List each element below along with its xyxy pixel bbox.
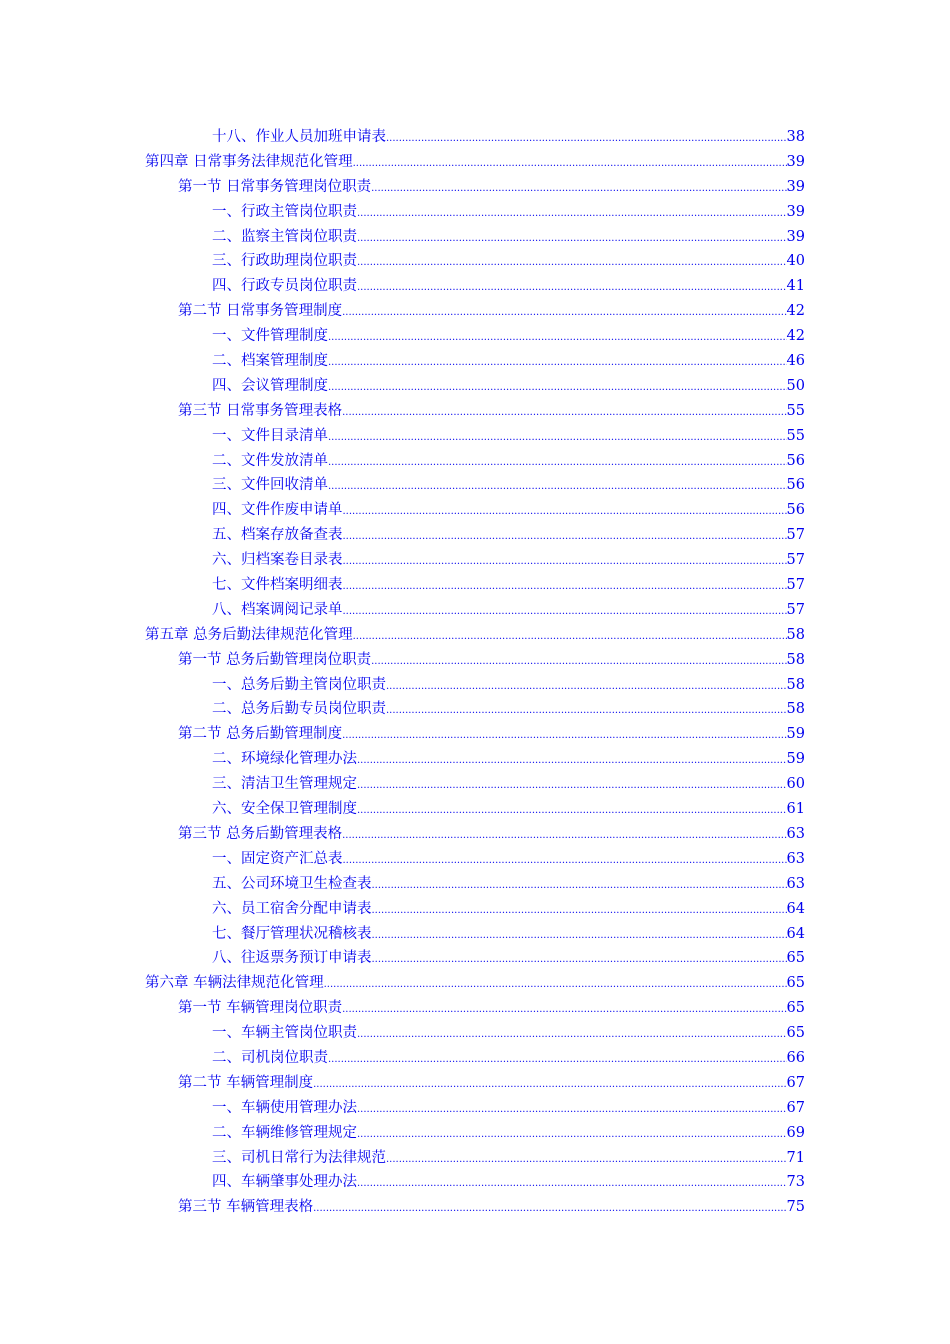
- toc-entry-link[interactable]: [0, 747, 950, 772]
- toc-dot-leader: [328, 426, 787, 451]
- toc-entry-label: 五、档案存放备查表: [212, 527, 343, 544]
- toc-page-number: 75: [786, 1199, 805, 1216]
- toc-dot-leader: [386, 699, 787, 724]
- toc-entry-label: 三、司机日常行为法律规范: [212, 1149, 386, 1166]
- toc-entry-link[interactable]: [0, 498, 950, 523]
- toc-entry-label: 一、固定资产汇总表: [212, 850, 343, 867]
- toc-page-number: 55: [786, 402, 805, 419]
- toc-entry-link[interactable]: [0, 996, 950, 1021]
- toc-entry-link[interactable]: [0, 1096, 950, 1121]
- toc-dot-leader: [357, 251, 787, 276]
- toc-entry-label: 一、行政主管岗位职责: [212, 203, 357, 220]
- toc-entry-label: 第四章 日常事务法律规范化管理: [145, 153, 353, 170]
- toc-entry-label: 第一节 日常事务管理岗位职责: [178, 178, 372, 195]
- toc-dot-leader: [342, 998, 786, 1023]
- toc-dot-leader: [324, 973, 787, 998]
- toc-dot-leader: [342, 824, 786, 849]
- toc-page-number: 57: [786, 577, 805, 594]
- toc-dot-leader: [371, 177, 786, 202]
- toc-entry-link[interactable]: [0, 772, 950, 797]
- toc-entry-label: 第三节 车辆管理表格: [178, 1199, 314, 1216]
- toc-dot-leader: [353, 152, 787, 177]
- toc-entry-label: 第二节 日常事务管理制度: [178, 303, 343, 320]
- toc-dot-leader: [357, 1098, 787, 1123]
- toc-entry-label: 二、车辆维修管理规定: [212, 1124, 357, 1141]
- toc-entry-link[interactable]: [0, 971, 950, 996]
- toc-page-number: 67: [786, 1074, 805, 1091]
- toc-entry-label: 三、文件回收清单: [212, 477, 328, 494]
- toc-entry-label: 六、归档案卷目录表: [212, 552, 343, 569]
- toc-dot-leader: [357, 276, 787, 301]
- toc-dot-leader: [328, 376, 787, 401]
- toc-entry-label: 第二节 总务后勤管理制度: [178, 726, 343, 743]
- toc-page-number: 40: [786, 253, 805, 270]
- toc-page-number: 57: [786, 527, 805, 544]
- toc-dot-leader: [357, 202, 787, 227]
- toc-page-number: 69: [786, 1124, 805, 1141]
- toc-entry-link[interactable]: [0, 200, 950, 225]
- toc-page-number: 39: [786, 203, 805, 220]
- toc-dot-leader: [357, 774, 787, 799]
- toc-entry-link[interactable]: [0, 274, 950, 299]
- toc-entry-link[interactable]: [0, 573, 950, 598]
- toc-entry-link[interactable]: [0, 722, 950, 747]
- toc-page-number: 56: [786, 502, 805, 519]
- toc-page-number: 39: [786, 153, 805, 170]
- toc-entry-label: 八、档案调阅记录单: [212, 601, 343, 618]
- toc-entry-link[interactable]: [0, 1071, 950, 1096]
- toc-page-number: 63: [786, 850, 805, 867]
- toc-page-number: 42: [786, 328, 805, 345]
- toc-dot-leader: [342, 724, 786, 749]
- toc-entry-label: 第六章 车辆法律规范化管理: [145, 975, 324, 992]
- toc-entry-label: 一、文件目录清单: [212, 427, 328, 444]
- toc-page-number: 73: [786, 1174, 805, 1191]
- toc-entry-label: 四、文件作废申请单: [212, 502, 343, 519]
- toc-entry-label: 第三节 日常事务管理表格: [178, 402, 343, 419]
- toc-entry-label: 三、行政助理岗位职责: [212, 253, 357, 270]
- toc-entry-label: 二、总务后勤专员岗位职责: [212, 701, 386, 718]
- toc-entry-label: 第一节 总务后勤管理岗位职责: [178, 651, 372, 668]
- toc-entry-link[interactable]: [0, 299, 950, 324]
- toc-dot-leader: [342, 401, 786, 426]
- toc-entry-link[interactable]: [0, 1170, 950, 1195]
- toc-page-number: 39: [786, 228, 805, 245]
- toc-page-number: 66: [786, 1049, 805, 1066]
- toc-dot-leader: [372, 874, 787, 899]
- toc-dot-leader: [371, 650, 786, 675]
- toc-page-number: 38: [786, 129, 805, 145]
- toc-page-number: 65: [786, 975, 805, 992]
- toc-entry-link[interactable]: [0, 1046, 950, 1071]
- toc-entry-label: 八、往返票务预订申请表: [212, 950, 372, 967]
- toc-dot-leader: [353, 625, 787, 650]
- toc-dot-leader: [372, 899, 787, 924]
- toc-entry-link[interactable]: [0, 697, 950, 722]
- toc-page-number: 50: [786, 377, 805, 394]
- toc-entry-link[interactable]: [0, 1021, 950, 1046]
- toc-dot-leader: [357, 799, 787, 824]
- toc-entry-link[interactable]: [0, 249, 950, 274]
- toc-dot-leader: [328, 351, 787, 376]
- toc-entry-label: 四、行政专员岗位职责: [212, 278, 357, 295]
- toc-page-number: 56: [786, 452, 805, 469]
- toc-entry-link[interactable]: [0, 125, 950, 150]
- toc-entry-label: 二、司机岗位职责: [212, 1049, 328, 1066]
- toc-entry-link[interactable]: [0, 897, 950, 922]
- toc-dot-leader: [386, 127, 787, 152]
- toc-entry-label: 第五章 总务后勤法律规范化管理: [145, 626, 353, 643]
- toc-entry-label: 六、员工宿舍分配申请表: [212, 900, 372, 917]
- toc-entry-link[interactable]: [0, 1195, 950, 1220]
- toc-entry-link[interactable]: [0, 349, 950, 374]
- toc-entry-label: 第三节 总务后勤管理表格: [178, 825, 343, 842]
- toc-entry-label: 二、环境绿化管理办法: [212, 751, 357, 768]
- toc-entry-label: 一、文件管理制度: [212, 328, 328, 345]
- toc-dot-leader: [343, 575, 787, 600]
- toc-page-number: 46: [786, 353, 805, 370]
- toc-page-number: 65: [786, 1025, 805, 1042]
- toc-page-number: 59: [786, 751, 805, 768]
- toc-entry-link[interactable]: [0, 1121, 950, 1146]
- toc-entry-label: 七、文件档案明细表: [212, 577, 343, 594]
- toc-dot-leader: [357, 749, 787, 774]
- toc-page-number: 65: [786, 950, 805, 967]
- toc-dot-leader: [357, 1172, 787, 1197]
- toc-dot-leader: [372, 924, 787, 949]
- toc-page-number: 64: [786, 925, 805, 942]
- toc-entry-link[interactable]: [0, 922, 950, 947]
- toc-entry-link[interactable]: [0, 548, 950, 573]
- toc-page-number: 42: [786, 303, 805, 320]
- toc-dot-leader: [343, 550, 787, 575]
- toc-entry-label: 四、车辆肇事处理办法: [212, 1174, 357, 1191]
- toc-dot-leader: [328, 1048, 787, 1073]
- toc-page-number: 64: [786, 900, 805, 917]
- toc-dot-leader: [343, 849, 787, 874]
- toc-page-number: 67: [786, 1099, 805, 1116]
- toc-page-number: 58: [786, 676, 805, 693]
- toc-entry-label: 五、公司环境卫生检查表: [212, 875, 372, 892]
- toc-dot-leader: [357, 1023, 787, 1048]
- toc-dot-leader: [343, 525, 787, 550]
- toc-entry-link[interactable]: [0, 424, 950, 449]
- toc-entry-link[interactable]: [0, 175, 950, 200]
- toc-entry-link[interactable]: [0, 399, 950, 424]
- toc-entry-label: 四、会议管理制度: [212, 377, 328, 394]
- toc-page-number: 59: [786, 726, 805, 743]
- toc-entry-link[interactable]: [0, 523, 950, 548]
- toc-entry-link[interactable]: [0, 374, 950, 399]
- toc-page-number: 55: [786, 427, 805, 444]
- toc-page-number: 41: [786, 278, 805, 295]
- toc-entry-link[interactable]: [0, 324, 950, 349]
- toc-entry-link[interactable]: [0, 648, 950, 673]
- toc-entry-link[interactable]: [0, 623, 950, 648]
- toc-dot-leader: [343, 500, 787, 525]
- toc-dot-leader: [357, 227, 787, 252]
- toc-entry-label: 二、档案管理制度: [212, 353, 328, 370]
- toc-page-number: 58: [786, 701, 805, 718]
- toc-entry-link[interactable]: [0, 822, 950, 847]
- toc-page-number: 58: [786, 651, 805, 668]
- toc-entry-link[interactable]: [0, 449, 950, 474]
- toc-entry-label: 第一节 车辆管理岗位职责: [178, 1000, 343, 1017]
- toc-dot-leader: [328, 451, 787, 476]
- toc-entry-label: 一、总务后勤主管岗位职责: [212, 676, 386, 693]
- toc-dot-leader: [342, 301, 786, 326]
- toc-dot-leader: [313, 1073, 786, 1098]
- toc-entry-label: 二、监察主管岗位职责: [212, 228, 357, 245]
- toc-page-number: 58: [786, 626, 805, 643]
- toc-entry-link[interactable]: [0, 797, 950, 822]
- toc-page-number: 57: [786, 552, 805, 569]
- toc-entry-link[interactable]: [0, 946, 950, 971]
- toc-entry-label: 一、车辆使用管理办法: [212, 1099, 357, 1116]
- toc-entry-link[interactable]: [0, 598, 950, 623]
- toc-dot-leader: [357, 1123, 787, 1148]
- toc-dot-leader: [386, 1148, 787, 1173]
- toc-entry-label: 二、文件发放清单: [212, 452, 328, 469]
- toc-entry-label: 六、安全保卫管理制度: [212, 801, 357, 818]
- toc-entry-label: 第二节 车辆管理制度: [178, 1074, 314, 1091]
- toc-page-number: 61: [786, 801, 805, 818]
- toc-dot-leader: [328, 475, 787, 500]
- toc-dot-leader: [386, 675, 787, 700]
- toc-page-number: 65: [786, 1000, 805, 1017]
- toc-entry-label: 七、餐厅管理状况稽核表: [212, 925, 372, 942]
- toc-page-number: 56: [786, 477, 805, 494]
- table-of-contents: [0, 125, 950, 1220]
- toc-entry-label: 三、清洁卫生管理规定: [212, 776, 357, 793]
- toc-entry-link[interactable]: [0, 473, 950, 498]
- toc-dot-leader: [372, 948, 787, 973]
- toc-page-number: 60: [786, 776, 805, 793]
- toc-entry-link[interactable]: [0, 150, 950, 175]
- toc-entry-link[interactable]: [0, 1146, 950, 1171]
- toc-entry-label: 一、车辆主管岗位职责: [212, 1025, 357, 1042]
- toc-page-number: 57: [786, 601, 805, 618]
- toc-page-number: 63: [786, 825, 805, 842]
- toc-dot-leader: [343, 600, 787, 625]
- toc-entry-link[interactable]: [0, 872, 950, 897]
- toc-entry-link[interactable]: [0, 847, 950, 872]
- toc-page-number: 63: [786, 875, 805, 892]
- toc-entry-link[interactable]: [0, 225, 950, 250]
- toc-page-number: 39: [786, 178, 805, 195]
- toc-entry-link[interactable]: [0, 673, 950, 698]
- toc-entry-label: 十八、作业人员加班申请表: [212, 129, 386, 145]
- toc-page-number: 71: [786, 1149, 805, 1166]
- toc-dot-leader: [328, 326, 787, 351]
- toc-dot-leader: [313, 1197, 786, 1222]
